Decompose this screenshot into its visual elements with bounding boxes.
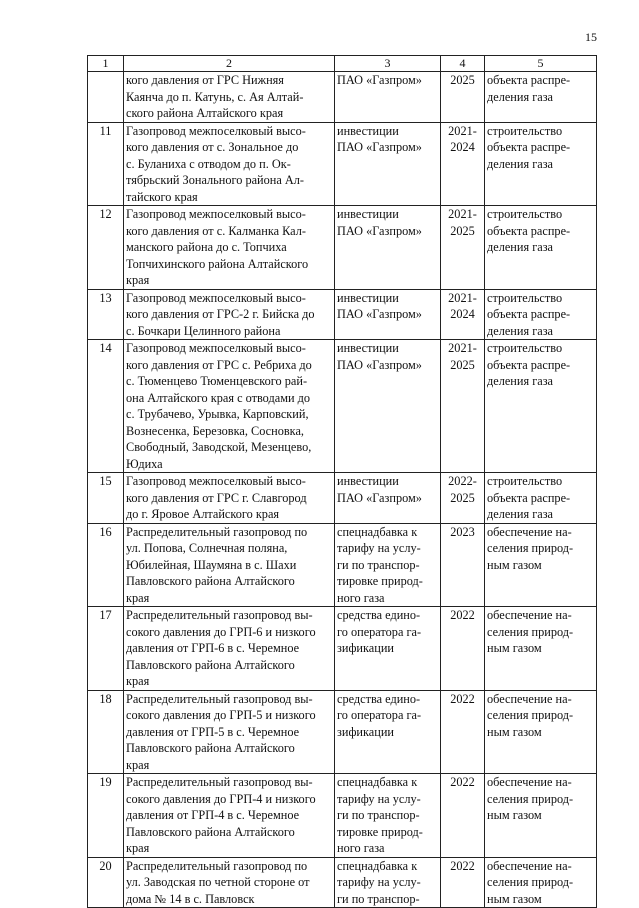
object-name-line: Павловского района Алтайского xyxy=(126,741,295,755)
table-row xyxy=(88,523,597,607)
funding-source-cell xyxy=(335,857,441,908)
purpose-line: объекта распре- xyxy=(487,307,571,321)
implementation-year-line: 2021- xyxy=(448,341,477,355)
implementation-year-cell xyxy=(441,473,485,524)
implementation-year-cell xyxy=(441,523,485,607)
object-name-line: Свободный, Заводской, Мезенцево, xyxy=(126,440,312,454)
object-name-cell xyxy=(124,523,335,607)
purpose-cell xyxy=(485,72,597,123)
purpose-line: деления газа xyxy=(487,156,554,171)
row-number-cell: 11 xyxy=(88,122,124,206)
object-name-line: кого давления от ГРС г. Славгород xyxy=(126,490,307,505)
object-name-line: с. Бочкари Целинного района xyxy=(126,323,281,338)
funding-source-line: спецнадбавка к xyxy=(337,775,418,789)
funding-source-line: ПАО «Газпром» xyxy=(337,140,422,154)
purpose-cell xyxy=(485,473,597,524)
funding-source-cell xyxy=(335,774,441,858)
funding-source-cell xyxy=(335,523,441,607)
table-row xyxy=(88,122,597,206)
object-name-cell xyxy=(124,122,335,206)
funding-source-cell xyxy=(335,122,441,206)
funding-source-line: тировке природ- xyxy=(337,824,423,839)
object-name-line: кого давления от с. Калманка Кал- xyxy=(126,223,306,238)
purpose-line: деления газа xyxy=(487,374,554,388)
object-name-line: сокого давления до ГРП-4 и низкого xyxy=(126,791,316,806)
funding-source-line: средства едино- xyxy=(337,691,421,706)
implementation-year-line: 2024 xyxy=(450,307,475,321)
funding-source-line: тировке природ- xyxy=(337,574,423,588)
funding-source-line: ги по транспор- xyxy=(337,557,420,572)
funding-source-line: инвестиции xyxy=(337,474,399,488)
row-number-cell: 16 xyxy=(88,523,124,607)
implementation-year-line: 2025 xyxy=(450,223,475,238)
funding-source-line: тарифу на услу- xyxy=(337,791,421,806)
object-name-line: с. Трубачево, Урывка, Карповский, xyxy=(126,407,309,421)
object-name-line: Каянча до п. Катунь, с. Ая Алтай- xyxy=(126,89,304,104)
purpose-line: ным газом xyxy=(487,808,542,822)
object-name-cell xyxy=(124,774,335,858)
purpose-cell xyxy=(485,122,597,206)
implementation-year-cell xyxy=(441,289,485,340)
object-name-line: края xyxy=(126,674,150,688)
table-row xyxy=(88,690,597,774)
implementation-year-cell xyxy=(441,857,485,908)
table-row xyxy=(88,473,597,524)
object-name-line: ского района Алтайского края xyxy=(126,106,284,120)
projects-table xyxy=(87,55,597,908)
purpose-line: объекта распре- xyxy=(487,357,571,372)
implementation-year-cell xyxy=(441,72,485,123)
object-name-line: Распределительный газопровод вы- xyxy=(126,608,313,622)
object-name-cell xyxy=(124,289,335,340)
column-header-name: 2 xyxy=(124,56,335,72)
purpose-line: ным газом xyxy=(487,557,542,572)
object-name-cell xyxy=(124,857,335,908)
funding-source-line: тарифу на услу- xyxy=(337,541,421,555)
funding-source-line: го оператора га- xyxy=(337,624,422,639)
object-name-line: Газопровод межпоселковый высо- xyxy=(126,341,306,355)
object-name-line: тайского края xyxy=(126,189,198,204)
object-name-line: тябрьский Зонального района Ал- xyxy=(126,173,304,187)
object-name-line: до г. Яровое Алтайского края xyxy=(126,507,280,521)
object-name-line: Распределительный газопровод по xyxy=(126,858,308,873)
funding-source-line: ги по транспор- xyxy=(337,891,420,906)
funding-source-cell xyxy=(335,289,441,340)
funding-source-line: зификации xyxy=(337,724,394,739)
purpose-line: объекта распре- xyxy=(487,73,571,87)
funding-source-line: го оператора га- xyxy=(337,708,422,722)
object-name-cell xyxy=(124,72,335,123)
funding-source-line: зификации xyxy=(337,641,394,655)
purpose-line: обеспечение на- xyxy=(487,524,572,539)
purpose-line: селения природ- xyxy=(487,708,574,722)
row-number-cell: 14 xyxy=(88,340,124,473)
column-header-purpose: 5 xyxy=(485,56,597,72)
funding-source-line: ги по транспор- xyxy=(337,808,420,822)
implementation-year-cell xyxy=(441,206,485,290)
object-name-line: ул. Попова, Солнечная поляна, xyxy=(126,541,288,555)
implementation-year-line: 2022 xyxy=(450,775,475,789)
funding-source-line: ПАО «Газпром» xyxy=(337,307,422,321)
purpose-line: деления газа xyxy=(487,240,554,254)
purpose-cell xyxy=(485,690,597,774)
purpose-line: ным газом xyxy=(487,641,542,655)
object-name-line: сокого давления до ГРП-6 и низкого xyxy=(126,624,316,639)
purpose-line: строительство xyxy=(487,290,563,305)
purpose-line: объекта распре- xyxy=(487,490,571,505)
funding-source-line: инвестиции xyxy=(337,341,399,355)
implementation-year-line: 2023 xyxy=(450,524,475,539)
purpose-cell xyxy=(485,206,597,290)
implementation-year-line: 2022- xyxy=(448,474,477,488)
row-number-cell: 19 xyxy=(88,774,124,858)
purpose-line: объекта распре- xyxy=(487,223,571,238)
implementation-year-cell xyxy=(441,122,485,206)
implementation-year-line: 2025 xyxy=(450,490,475,505)
funding-source-line: спецнадбавка к xyxy=(337,524,418,539)
purpose-line: строительство xyxy=(487,207,563,221)
implementation-year-line: 2025 xyxy=(450,73,475,87)
purpose-line: обеспечение на- xyxy=(487,858,572,873)
purpose-line: селения природ- xyxy=(487,624,574,639)
purpose-line: строительство xyxy=(487,474,563,488)
purpose-line: ным газом xyxy=(487,724,542,739)
purpose-cell xyxy=(485,607,597,691)
object-name-line: сокого давления до ГРП-5 и низкого xyxy=(126,708,316,722)
funding-source-line: ПАО «Газпром» xyxy=(337,490,422,505)
funding-source-line: спецнадбавка к xyxy=(337,858,418,873)
table-header-row xyxy=(88,56,597,72)
implementation-year-line: 2022 xyxy=(450,858,475,873)
purpose-cell xyxy=(485,523,597,607)
table-row xyxy=(88,774,597,858)
row-number-cell: 18 xyxy=(88,690,124,774)
funding-source-cell xyxy=(335,607,441,691)
object-name-line: давления от ГРП-6 в с. Черемное xyxy=(126,641,300,655)
object-name-line: Газопровод межпоселковый высо- xyxy=(126,474,306,488)
funding-source-cell xyxy=(335,72,441,123)
purpose-cell xyxy=(485,340,597,473)
column-header-source: 3 xyxy=(335,56,441,72)
purpose-cell xyxy=(485,857,597,908)
object-name-line: края xyxy=(126,841,150,855)
funding-source-line: тарифу на услу- xyxy=(337,875,421,889)
table-row xyxy=(88,340,597,473)
funding-source-line: ПАО «Газпром» xyxy=(337,357,422,372)
object-name-line: кого давления от ГРС Нижняя xyxy=(126,73,284,87)
implementation-year-line: 2022 xyxy=(450,608,475,622)
table-row xyxy=(88,72,597,123)
column-header-number: 1 xyxy=(88,56,124,72)
object-name-line: Распределительный газопровод по xyxy=(126,524,308,539)
implementation-year-line: 2024 xyxy=(450,140,475,154)
purpose-line: строительство xyxy=(487,341,563,355)
object-name-line: давления от ГРП-4 в с. Черемное xyxy=(126,808,300,822)
funding-source-cell xyxy=(335,206,441,290)
object-name-cell xyxy=(124,206,335,290)
purpose-line: деления газа xyxy=(487,89,554,104)
purpose-line: селения природ- xyxy=(487,791,574,806)
object-name-line: кого давления от ГРС-2 г. Бийска до xyxy=(126,307,315,321)
implementation-year-cell xyxy=(441,607,485,691)
funding-source-cell xyxy=(335,690,441,774)
object-name-line: Павловского района Алтайского xyxy=(126,824,295,839)
object-name-line: давления от ГРП-5 в с. Черемное xyxy=(126,724,300,739)
funding-source-line: инвестиции xyxy=(337,290,399,305)
object-name-line: Юбилейная, Шаумяна в с. Шахи xyxy=(126,557,297,572)
table-row xyxy=(88,289,597,340)
object-name-line: ул. Заводская по четной стороне от xyxy=(126,875,310,889)
implementation-year-line: 2021- xyxy=(448,207,477,221)
purpose-line: обеспечение на- xyxy=(487,608,572,622)
object-name-line: кого давления от ГРС с. Ребриха до xyxy=(126,357,312,372)
object-name-line: с. Буланиха с отводом до п. Ок- xyxy=(126,156,291,171)
implementation-year-cell xyxy=(441,340,485,473)
object-name-cell xyxy=(124,340,335,473)
page-number: 15 xyxy=(585,30,597,44)
funding-source-line: инвестиции xyxy=(337,123,399,138)
funding-source-line: ПАО «Газпром» xyxy=(337,223,422,238)
column-header-year: 4 xyxy=(441,56,485,72)
funding-source-line: ного газа xyxy=(337,590,385,605)
purpose-line: строительство xyxy=(487,123,563,138)
row-number-cell: 17 xyxy=(88,607,124,691)
object-name-line: Юдиха xyxy=(126,456,163,471)
implementation-year-line: 2022 xyxy=(450,691,475,706)
funding-source-cell xyxy=(335,340,441,473)
implementation-year-cell xyxy=(441,774,485,858)
table-row xyxy=(88,206,597,290)
purpose-line: деления газа xyxy=(487,507,554,521)
object-name-line: Распределительный газопровод вы- xyxy=(126,775,313,789)
funding-source-line: ного газа xyxy=(337,841,385,855)
object-name-line: Газопровод межпоселковый высо- xyxy=(126,207,306,221)
object-name-line: края xyxy=(126,590,150,605)
purpose-cell xyxy=(485,774,597,858)
object-name-line: Газопровод межпоселковый высо- xyxy=(126,123,306,138)
object-name-line: Павловского района Алтайского xyxy=(126,657,295,672)
table-row xyxy=(88,857,597,908)
funding-source-cell xyxy=(335,473,441,524)
object-name-line: Вознесенка, Березовка, Сосновка, xyxy=(126,423,304,438)
object-name-line: края xyxy=(126,273,150,287)
funding-source-line: инвестиции xyxy=(337,207,399,221)
row-number-cell: 12 xyxy=(88,206,124,290)
purpose-cell xyxy=(485,289,597,340)
purpose-line: селения природ- xyxy=(487,875,574,889)
object-name-cell xyxy=(124,473,335,524)
implementation-year-line: 2021- xyxy=(448,290,477,305)
implementation-year-line: 2025 xyxy=(450,357,475,372)
implementation-year-line: 2021- xyxy=(448,123,477,138)
purpose-line: обеспечение на- xyxy=(487,775,572,789)
object-name-line: Павловского района Алтайского xyxy=(126,574,295,588)
row-number-cell: 15 xyxy=(88,473,124,524)
table-row xyxy=(88,607,597,691)
object-name-line: дома № 14 в с. Павловск xyxy=(126,891,255,906)
object-name-line: с. Тюменцево Тюменцевского рай- xyxy=(126,374,308,388)
object-name-line: она Алтайского края с отводами до xyxy=(126,390,311,405)
funding-source-line: средства едино- xyxy=(337,608,421,622)
purpose-line: ным газом xyxy=(487,891,542,906)
purpose-line: деления газа xyxy=(487,323,554,338)
row-number-cell xyxy=(88,72,124,123)
table-body xyxy=(88,72,597,908)
object-name-line: Распределительный газопровод вы- xyxy=(126,691,313,706)
purpose-line: селения природ- xyxy=(487,541,574,555)
object-name-line: Топчихинского района Алтайского xyxy=(126,256,309,271)
object-name-cell xyxy=(124,607,335,691)
purpose-line: обеспечение на- xyxy=(487,691,572,706)
object-name-line: кого давления от с. Зональное до xyxy=(126,140,299,154)
funding-source-line: ПАО «Газпром» xyxy=(337,73,422,87)
implementation-year-cell xyxy=(441,690,485,774)
row-number-cell: 13 xyxy=(88,289,124,340)
object-name-cell xyxy=(124,690,335,774)
row-number-cell: 20 xyxy=(88,857,124,908)
object-name-line: края xyxy=(126,757,150,772)
purpose-line: объекта распре- xyxy=(487,140,571,154)
object-name-line: манского района до с. Топчиха xyxy=(126,240,287,254)
object-name-line: Газопровод межпоселковый высо- xyxy=(126,290,306,305)
